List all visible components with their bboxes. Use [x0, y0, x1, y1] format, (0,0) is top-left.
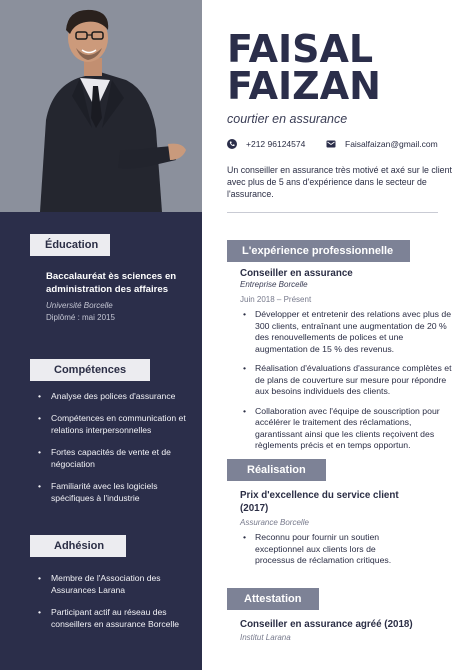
education-degree: Baccalauréat ès sciences en administration des affaires	[46, 271, 177, 295]
list-item: • Réalisation d'évaluations d'assurance complètes et de plans de couverture sur mesure pour répondre aux besoins individuels des clients.	[243, 363, 455, 398]
experience-dates: Juin 2018 – Présent	[240, 295, 312, 304]
experience-bullets	[243, 309, 455, 460]
education-school: Université Borcelle	[46, 301, 113, 310]
last-name: FAIZAN	[227, 64, 381, 108]
section-skills-heading: Compétences	[30, 359, 150, 381]
list-item: • Reconnu pour fournir un soutien exceptionnel aux clients lors de processus de réclamation critiques.	[243, 532, 413, 567]
skills-list	[38, 390, 190, 514]
section-membership-heading: Adhésion	[30, 535, 126, 557]
contact-email[interactable]	[326, 139, 438, 149]
membership-list	[38, 572, 190, 640]
email-address: Faisalfaizan@gmail.com	[345, 139, 438, 149]
list-item: • Développer et entretenir des relations avec plus de 300 clients, entraînant une augmentation de 20 % des renouvellements de polices et une augmentation de 15 % des revenus.	[243, 309, 455, 355]
first-name: FAISAL	[227, 27, 374, 71]
section-experience-heading: L'expérience professionnelle	[227, 240, 410, 262]
job-role: courtier en assurance	[227, 112, 348, 126]
list-item: • Compétences en communication et relations interpersonnelles	[38, 412, 190, 436]
list-item: • Analyse des polices d'assurance	[38, 390, 190, 402]
experience-company: Entreprise Borcelle	[240, 280, 308, 289]
section-achievement-heading: Réalisation	[227, 459, 326, 481]
phone-icon	[227, 139, 237, 149]
profile-summary: Un conseiller en assurance très motivé et axé sur le client avec plus de 5 ans d'expérience dans le secteur de l'assurance.	[227, 165, 452, 199]
list-item: • Membre de l'Association des Assurances Larana	[38, 572, 190, 596]
sidebar	[0, 0, 202, 670]
achievement-org: Assurance Borcelle	[240, 518, 309, 527]
divider	[227, 212, 438, 213]
certification-title: Conseiller en assurance agréé (2018)	[240, 619, 413, 630]
contact-phone[interactable]	[227, 139, 305, 149]
education-date: Diplômé : mai 2015	[46, 313, 115, 322]
email-icon	[326, 139, 336, 149]
profile-photo	[0, 0, 202, 212]
achievement-bullets	[243, 532, 413, 575]
phone-number: +212 96124574	[246, 139, 306, 149]
list-item: • Collaboration avec l'équipe de souscription pour accélérer le traitement des réclamations, garantissant ainsi que les clients reçoivent des règlements précis et en temps opportun.	[243, 406, 455, 452]
list-item: • Participant actif au réseau des conseillers en assurance Borcelle	[38, 606, 190, 630]
certification-org: Institut Larana	[240, 633, 291, 642]
list-item: • Familiarité avec les logiciels spécifiques à l'industrie	[38, 480, 190, 504]
section-education-heading: Éducation	[30, 234, 110, 256]
achievement-title: Prix d'excellence du service client (2017)	[240, 490, 399, 514]
section-certification-heading: Attestation	[227, 588, 319, 610]
experience-title: Conseiller en assurance	[240, 268, 353, 279]
list-item: • Fortes capacités de vente et de négociation	[38, 446, 190, 470]
